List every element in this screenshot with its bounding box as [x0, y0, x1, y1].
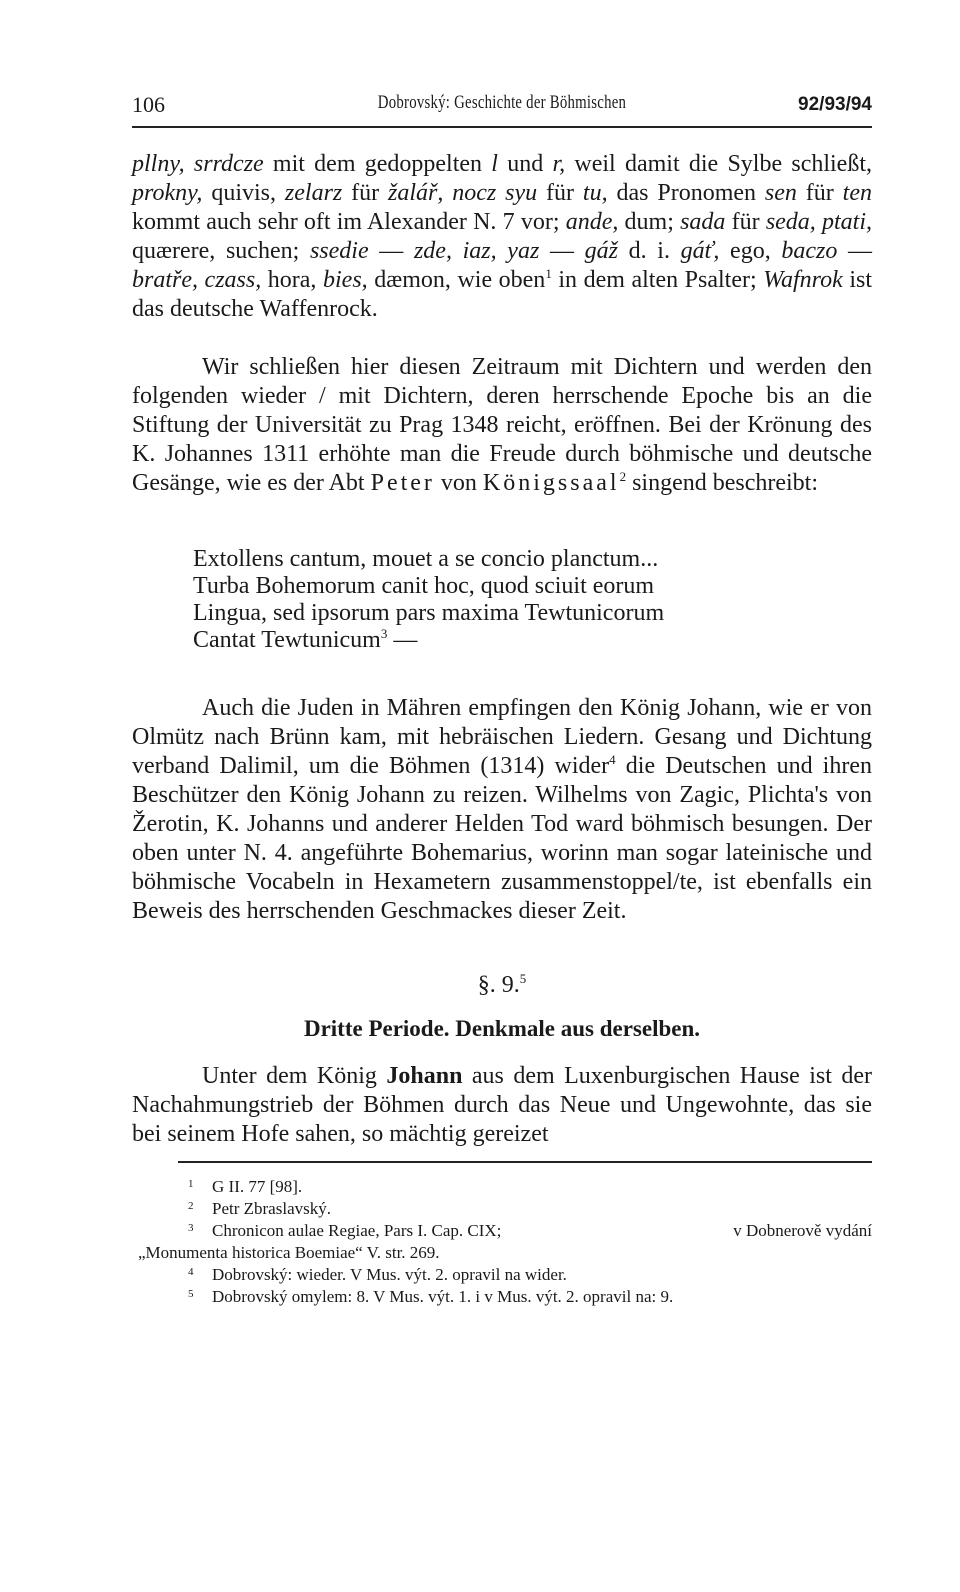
- footnote-3-continued: „Monumenta historica Boemiae“ V. str. 269.: [138, 1243, 440, 1262]
- footnote-5: 5 Dobrovský omylem: 8. V Mus. výt. 1. i v Mus. výt. 2. opravil na: 9.: [188, 1287, 674, 1306]
- footnote-ref-4: 4: [609, 752, 616, 767]
- period-heading: Dritte Periode. Denkmale aus derselben.: [303, 1016, 701, 1041]
- footnote-4: 4 Dobrovský: wieder. V Mus. výt. 2. opravil na wider.: [188, 1265, 567, 1284]
- paragraph-4: Unter dem König Johann aus dem Luxenburgischen Hause ist der Nachahmungstrieb der Böhmen durch das Neue und Ungewohnte, das sie bei seinem Hofe sahen, so mächtig gereizet: [132, 1063, 873, 1147]
- footnote-2: 2 Petr Zbraslavský.: [188, 1199, 331, 1218]
- verse-line: Turba Bohemorum canit hoc, quod sciuit eorum: [193, 573, 655, 599]
- verse-line: Extollens cantum, mouet a se concio planctum...: [193, 546, 659, 572]
- verse-line: Lingua, sed ipsorum pars maxima Tewtunicorum: [193, 600, 665, 626]
- paragraph-2: Wir schließen hier diesen Zeitraum mit Dichtern und werden den folgenden wieder / mit Dichtern, deren herrschende Epoche bis an die Stiftung der Universität zu Prag 1348 reicht, eröffnen. Bei der Krönung des K. Johannes 1311 erhöhte man die Freude durch böhmische und deutsche Gesänge, wie es der Abt Peter von Königssaal$^2$ singend beschreibt:: [132, 354, 872, 496]
- section-range: 92/93/94: [798, 94, 872, 115]
- running-title: Dobrovský: Geschichte der Böhmischen: [377, 92, 627, 113]
- footnote-divider: [178, 1161, 872, 1163]
- latin-verse: [193, 546, 853, 654]
- section-number: §. 9.$^5$: [477, 971, 527, 998]
- footnote-ref-3: 3: [380, 626, 388, 641]
- footnote-ref-2: 2: [619, 469, 627, 484]
- running-header: [132, 92, 872, 128]
- footnote-ref-1: 1: [545, 266, 552, 281]
- footnote-ref-5: 5: [519, 971, 527, 986]
- footnote-3: 3 Chronicon aulae Regiae, Pars I. Cap. CIX; v Dobnerově vydání: [188, 1221, 872, 1240]
- paragraph-1: pllny, srrdcze mit dem gedoppelten l und r, weil damit die Sylbe schließt, prokny, quivis, zelarz für žalář, nocz syu für tu, das Pronomen sen für ten kommt auch sehr oft im Alexander N. 7 vor; ande, dum; sada für seda, ptati, quærere, suchen; ssedie — zde, iaz, yaz — gáž d. i. gáť, ego, baczo — bratře, czass, hora, bies, dæmon, wie oben$^1$ in dem alten Psalter; Wafnrok ist das deutsche Waffenrock.: [132, 151, 873, 322]
- footnotes: [138, 1176, 872, 1308]
- page-number: 106: [132, 92, 165, 117]
- paragraph-3: Auch die Juden in Mähren empfingen den König Johann, wie er von Olmütz nach Brünn kam, mit hebräischen Liedern. Gesang und Dichtung verband Dalimil, um die Böhmen (1314) wider$^4$ die Deutschen und ihren Beschützer den König Johann zu reizen. Wilhelms von Zagic, Plichta's von Žerotin, K. Johanns und anderer Helden Tod ward böhmisch besungen. Der oben unter N. 4. angeführte Bohemarius, worinn man sogar lateinische und böhmische Vocabeln in Hexametern zusammenstoppel/te, ist ebenfalls ein Beweis des herrschenden Geschmackes dieser Zeit.: [132, 695, 872, 924]
- verse-line: Cantat Tewtunicum$^3$ —: [193, 626, 418, 653]
- footnote-1: 1 G II. 77 [98].: [188, 1177, 303, 1196]
